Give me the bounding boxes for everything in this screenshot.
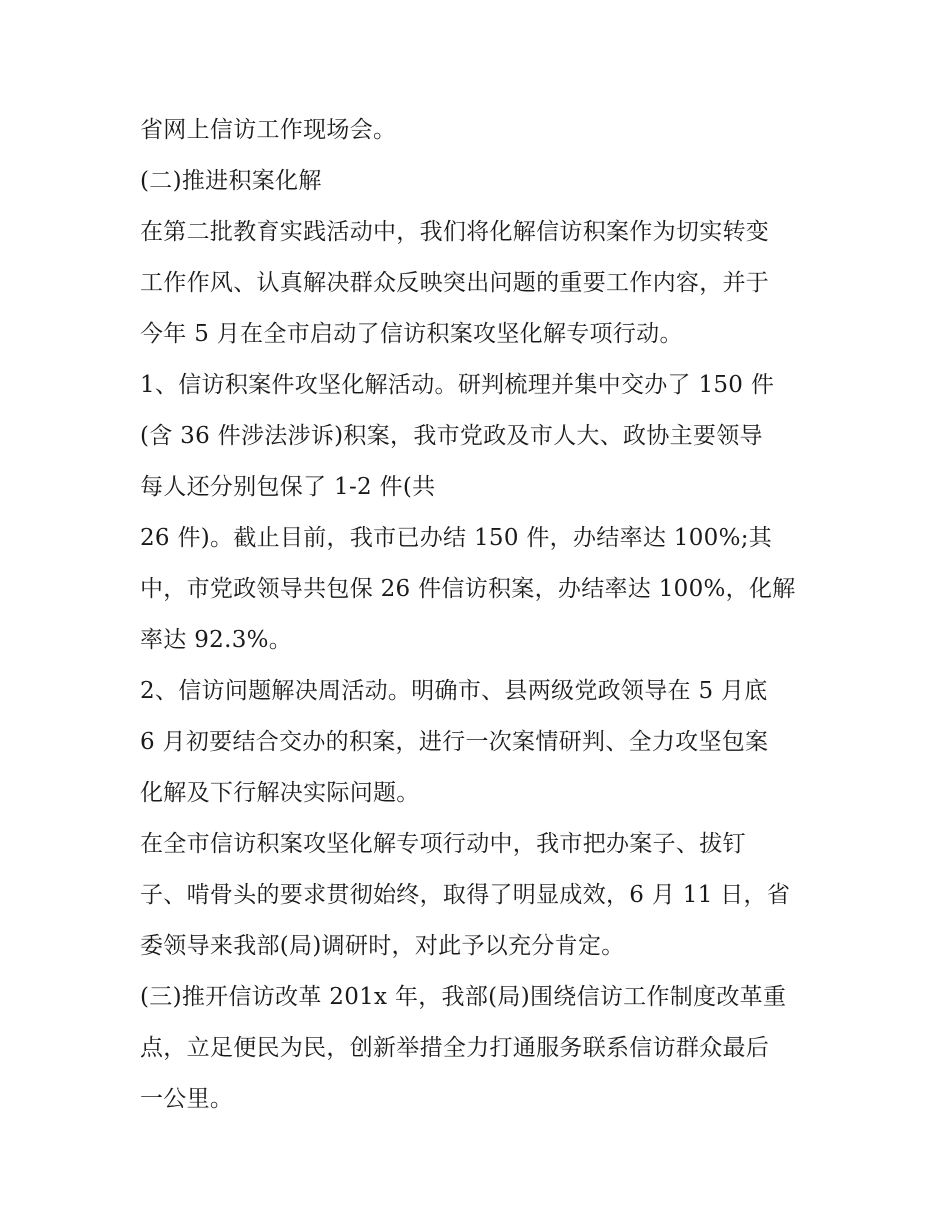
text-line: 在第二批教育实践活动中，我们将化解信访积案作为切实转变 (140, 219, 770, 245)
text-line: 今年 5 月在全市启动了信访积案攻坚化解专项行动。 (140, 321, 683, 347)
text-line: (三)推开信访改革 201x 年，我部(局)围绕信访工作制度改革重 (140, 984, 787, 1010)
section-heading: (二)推进积案化解 (140, 168, 322, 194)
text-line: 在全市信访积案攻坚化解专项行动中，我市把办案子、拔钉 (140, 831, 746, 857)
text-line: 化解及下行解决实际问题。 (140, 780, 420, 806)
text-line: 中，市党政领导共包保 26 件信访积案，办结率达 100%，化解 (140, 576, 796, 602)
text-line: 6 月初要结合交办的积案，进行一次案情研判、全力攻坚包案 (140, 729, 769, 755)
text-line: 点，立足便民为民，创新举措全力打通服务联系信访群众最后 (140, 1035, 770, 1061)
document-body (140, 108, 830, 1128)
text-line: 26 件)。截止目前，我市已办结 150 件，办结率达 100%;其 (140, 525, 773, 551)
text-line: 省网上信访工作现场会。 (140, 117, 397, 143)
text-line: 子、啃骨头的要求贯彻始终，取得了明显成效，6 月 11 日，省 (140, 882, 791, 908)
text-line: 1、信访积案件攻坚化解活动。研判梳理并集中交办了 150 件 (140, 372, 775, 398)
text-line: 2、信访问题解决周活动。明确市、县两级党政领导在 5 月底 (140, 678, 768, 704)
text-line: 一公里。 (140, 1086, 234, 1112)
text-line: 工作作风、认真解决群众反映突出问题的重要工作内容，并于 (140, 270, 770, 296)
text-line: 率达 92.3%。 (140, 627, 293, 653)
text-line: 委领导来我部(局)调研时，对此予以充分肯定。 (140, 933, 625, 959)
text-line: (含 36 件涉法涉诉)积案，我市党政及市人大、政协主要领导 (140, 423, 763, 449)
text-line: 每人还分别包保了 1-2 件(共 (140, 474, 436, 500)
